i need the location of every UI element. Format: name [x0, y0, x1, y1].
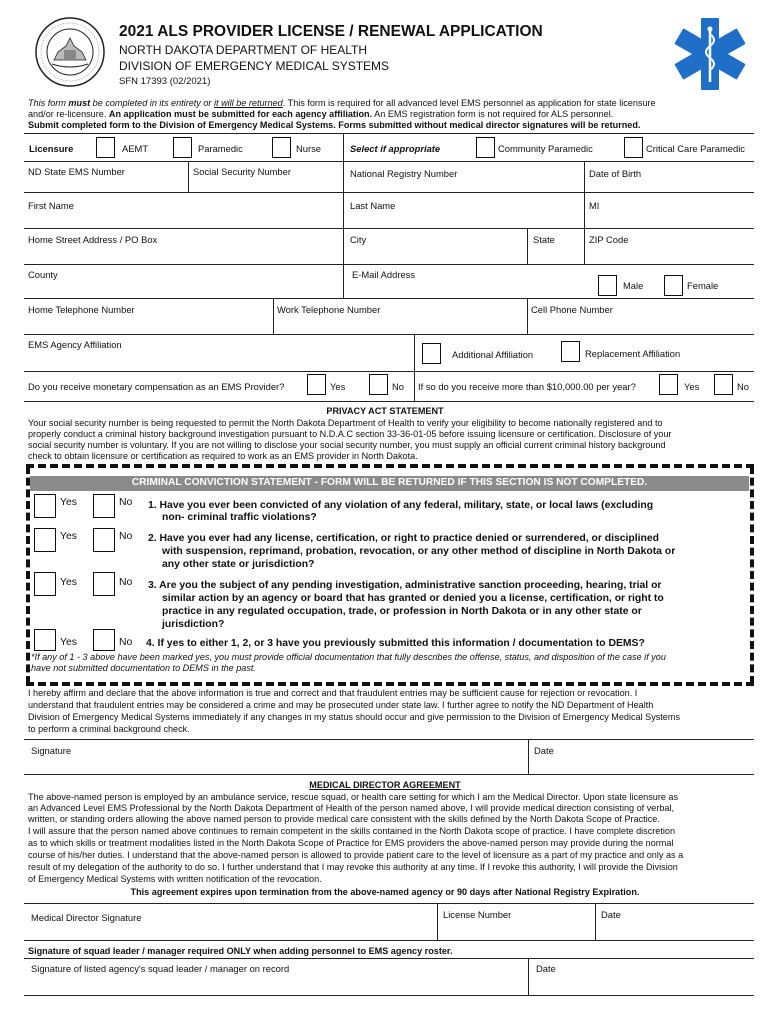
work-telephone-field[interactable]: Work Telephone Number — [277, 304, 381, 315]
additional-affiliation-label: Additional Affiliation — [452, 349, 534, 360]
medical-line-4: I will assure that the person named above continues to remain competent in the skills contained in the North Dakota scope of practice. I have complete discretion — [28, 826, 676, 836]
intro-line-2 — [28, 109, 613, 120]
replacement-affiliation-checkbox[interactable] — [561, 341, 580, 362]
medical-line-3: written, or standing orders allowing the above named person to provide medical care consistent with the skills defined by the North Dakota Scope of Practice. — [28, 814, 660, 824]
medical-director-title: MEDICAL DIRECTOR AGREEMENT — [309, 780, 461, 790]
first-name-field[interactable]: First Name — [28, 200, 74, 211]
form-title: 2021 ALS PROVIDER LICENSE / RENEWAL APPLICATION — [119, 23, 543, 40]
over-10k-no-checkbox[interactable] — [714, 374, 733, 395]
ems-agency-affiliation-field[interactable]: EMS Agency Affiliation — [28, 339, 122, 350]
agreement-expires-note: This agreement expires upon termination from the above-named agency or 90 days after National Registry Expiration. — [130, 887, 640, 897]
male-checkbox[interactable] — [598, 275, 617, 296]
zip-code-field[interactable]: ZIP Code — [589, 234, 629, 245]
q4-yes-checkbox[interactable] — [34, 629, 56, 651]
no-label: No — [119, 497, 133, 508]
no-label: No — [737, 381, 749, 392]
criminal-frame-bottom — [26, 682, 754, 686]
question-1: 1. Have you ever been convicted of any violation of any federal, military, state, or local laws (excluding — [148, 500, 654, 511]
privacy-line-3: social security number is voluntary. If you are not willing to disclose your social security number, you must supply an official current criminal history background — [28, 440, 666, 450]
aemt-label: AEMT — [122, 143, 149, 154]
intro-text: and/or re-licensure. — [28, 109, 109, 119]
community-paramedic-label: Community Paramedic — [498, 143, 593, 154]
intro-text: . This form is required for all advanced level EMS personnel as application for state licensure — [282, 98, 656, 108]
squad-leader-date-field[interactable]: Date — [536, 963, 556, 974]
medical-director-signature-field[interactable]: Medical Director Signature — [31, 912, 142, 923]
community-paramedic-checkbox[interactable] — [476, 137, 495, 158]
privacy-line-4: check to obtain licensure or certification as required to work as an EMS provider in North Dakota. — [28, 451, 418, 461]
over-10k-yes-checkbox[interactable] — [659, 374, 678, 395]
criminal-frame-top — [26, 464, 754, 468]
q1-no-checkbox[interactable] — [93, 494, 115, 518]
criminal-frame-right — [750, 466, 754, 684]
nurse-checkbox[interactable] — [272, 137, 291, 158]
home-telephone-field[interactable]: Home Telephone Number — [28, 304, 135, 315]
q2-no-checkbox[interactable] — [93, 528, 115, 552]
medical-line-2: an Advanced Level EMS Professional by the North Dakota Department of Health of the person named above, I will provide medical direction consisting of verbal, — [28, 803, 675, 813]
yes-label: Yes — [60, 531, 77, 542]
nurse-label: Nurse — [296, 143, 322, 154]
affirm-line-3: Division of Emergency Medical Systems immediately if any changes in my status should occur and give permission to the Division of Emergency Medical Systems — [28, 712, 680, 722]
squad-leader-signature-field[interactable]: Signature of listed agency's squad leader / manager on record — [31, 963, 290, 974]
national-registry-number-field[interactable]: National Registry Number — [350, 168, 458, 179]
paramedic-checkbox[interactable] — [173, 137, 192, 158]
q3-yes-checkbox[interactable] — [34, 572, 56, 596]
cell-phone-field[interactable]: Cell Phone Number — [531, 304, 613, 315]
yes-label: Yes — [60, 637, 77, 648]
applicant-signature-field[interactable]: Signature — [31, 745, 72, 756]
intro-text: This form — [28, 98, 69, 108]
privacy-title: PRIVACY ACT STATEMENT — [326, 406, 444, 416]
question-3: 3. Are you the subject of any pending investigation, administrative sanction proceeding, hearing, trial or — [148, 580, 662, 591]
privacy-line-1: Your social security number is being requested to permit the North Dakota Department of Health to verify your eligibility to become nationally registered and to — [28, 418, 663, 428]
question-2-cont: any other state or jurisdiction? — [162, 559, 315, 570]
no-label: No — [119, 637, 133, 648]
city-field[interactable]: City — [350, 234, 367, 245]
critical-care-label: Critical Care Paramedic — [646, 143, 745, 154]
criminal-banner-text: CRIMINAL CONVICTION STATEMENT - FORM WILL BE RETURNED IF THIS SECTION IS NOT COMPLETED. — [131, 477, 648, 488]
county-field[interactable]: County — [28, 269, 58, 280]
question-3-cont: jurisdiction? — [162, 619, 225, 630]
question-1-cont: non- criminal traffic violations? — [162, 512, 317, 523]
q4-no-checkbox[interactable] — [93, 629, 115, 651]
question-3-cont: practice in any regulated occupation, trade, or profession in North Dakota or in any other state or — [162, 606, 642, 617]
intro-line-3: Submit completed form to the Division of Emergency Medical Systems. Forms submitted without medical director signatures will be returned. — [28, 120, 641, 130]
compensation-yes-checkbox[interactable] — [307, 374, 326, 395]
aemt-checkbox[interactable] — [96, 137, 115, 158]
compensation-10k-question: If so do you receive more than $10,000.00 per year? — [418, 381, 636, 392]
question-2-cont: with suspension, reprimand, probation, revocation, or any other method of discipline in North Dakota or — [162, 546, 676, 557]
affirm-line-4: to perform a criminal background check. — [28, 724, 190, 734]
intro-line-1 — [28, 98, 656, 109]
medical-director-date-field[interactable]: Date — [601, 909, 621, 920]
replacement-affiliation-label: Replacement Affiliation — [585, 348, 681, 359]
squad-leader-note: Signature of squad leader / manager required ONLY when adding personnel to EMS agency roster. — [28, 946, 453, 956]
form-number: SFN 17393 (02/2021) — [119, 76, 211, 87]
applicant-date-field[interactable]: Date — [534, 745, 554, 756]
additional-affiliation-checkbox[interactable] — [422, 343, 441, 364]
nd-state-ems-number-field[interactable]: ND State EMS Number — [28, 166, 125, 177]
question-2: 2. Have you ever had any license, certification, or right to practice denied or surrendered, or disciplined — [148, 533, 660, 544]
criminal-note-2: have not submitted documentation to DEMS in the past. — [31, 663, 256, 673]
affirm-line-1: I hereby affirm and declare that the above information is true and correct and that fraudulent entries may be sufficient cause for rejection or revocation. I — [28, 688, 638, 698]
yes-label: Yes — [60, 577, 77, 588]
date-of-birth-field[interactable]: Date of Birth — [589, 168, 642, 179]
mi-field[interactable]: MI — [589, 200, 600, 211]
medical-line-7: result of my delegation of the authority to do so. I further understand that I may revoke this authority at any time. If I revoke this authority, I will provide the Division — [28, 862, 678, 872]
medical-line-8: of Emergency Medical Systems with written notification of the revocation. — [28, 874, 322, 884]
affirm-line-2: understand that fraudulent entries may be considered a crime and may be prosecuted under state law. I further agree to notify the ND Department of Health — [28, 700, 654, 710]
medical-line-6: course of his/her duties. I understand that the above-named person is allowed to provide patient care to the level of licensure as a part of my practice and only as a — [28, 850, 684, 860]
intro-returned: it will be returned — [214, 98, 283, 108]
yes-label: Yes — [330, 381, 346, 392]
licensure-label: Licensure — [29, 143, 74, 154]
star-of-life-icon — [670, 14, 750, 94]
ssn-field[interactable]: Social Security Number — [193, 166, 291, 177]
compensation-no-checkbox[interactable] — [369, 374, 388, 395]
intro-must: must — [68, 98, 91, 108]
question-4: 4. If yes to either 1, 2, or 3 have you previously submitted this information / documentation to DEMS? — [146, 638, 645, 649]
department-name: NORTH DAKOTA DEPARTMENT OF HEALTH — [119, 43, 368, 57]
privacy-line-2: properly conduct a criminal history background investigation pursuant to N.D.A.C section 33-36-01-05 before issuing licensure or certification. Disclosure of your — [28, 429, 672, 439]
q3-no-checkbox[interactable] — [93, 572, 115, 596]
email-field[interactable]: E-Mail Address — [352, 269, 416, 280]
intro-text: be completed in its entirety or — [90, 98, 214, 108]
home-address-field[interactable]: Home Street Address / PO Box — [28, 234, 158, 245]
no-label: No — [119, 531, 133, 542]
compensation-question: Do you receive monetary compensation as an EMS Provider? — [28, 381, 285, 392]
question-3-cont: similar action by an agency or board that has granted or denied you a license, certification, or right to — [162, 593, 664, 604]
medical-line-1: The above-named person is employed by an ambulance service, rescue squad, or health care setting for which I am the Medical Director. Upon state licensure as — [28, 792, 679, 802]
female-checkbox[interactable] — [664, 275, 683, 296]
yes-label: Yes — [684, 381, 700, 392]
division-name: DIVISION OF EMERGENCY MEDICAL SYSTEMS — [119, 59, 390, 73]
state-seal-logo — [34, 16, 106, 88]
last-name-field[interactable]: Last Name — [350, 200, 396, 211]
intro-text: An EMS registration form is not required for ALS personnel. — [372, 109, 614, 119]
license-number-field[interactable]: License Number — [443, 909, 512, 920]
critical-care-checkbox[interactable] — [624, 137, 643, 158]
q1-yes-checkbox[interactable] — [34, 494, 56, 518]
male-label: Male — [623, 280, 644, 291]
criminal-frame-left — [26, 466, 30, 684]
state-field[interactable]: State — [533, 234, 555, 245]
intro-bold: An application must be submitted for each agency affiliation. — [108, 109, 373, 119]
q2-yes-checkbox[interactable] — [34, 528, 56, 552]
no-label: No — [392, 381, 404, 392]
medical-line-5: as to which skills or treatment modalities listed in the North Dakota Scope of Practice for EMS providers the above-named person may provide during the normal — [28, 838, 674, 848]
paramedic-label: Paramedic — [198, 143, 243, 154]
no-label: No — [119, 577, 133, 588]
criminal-note-1: *If any of 1 - 3 above have been marked yes, you must provide official documentation that fully describes the offense, status, and disposition of the case if you — [31, 652, 666, 662]
yes-label: Yes — [60, 497, 77, 508]
female-label: Female — [687, 280, 719, 291]
select-if-appropriate-label: Select if appropriate — [350, 143, 441, 154]
